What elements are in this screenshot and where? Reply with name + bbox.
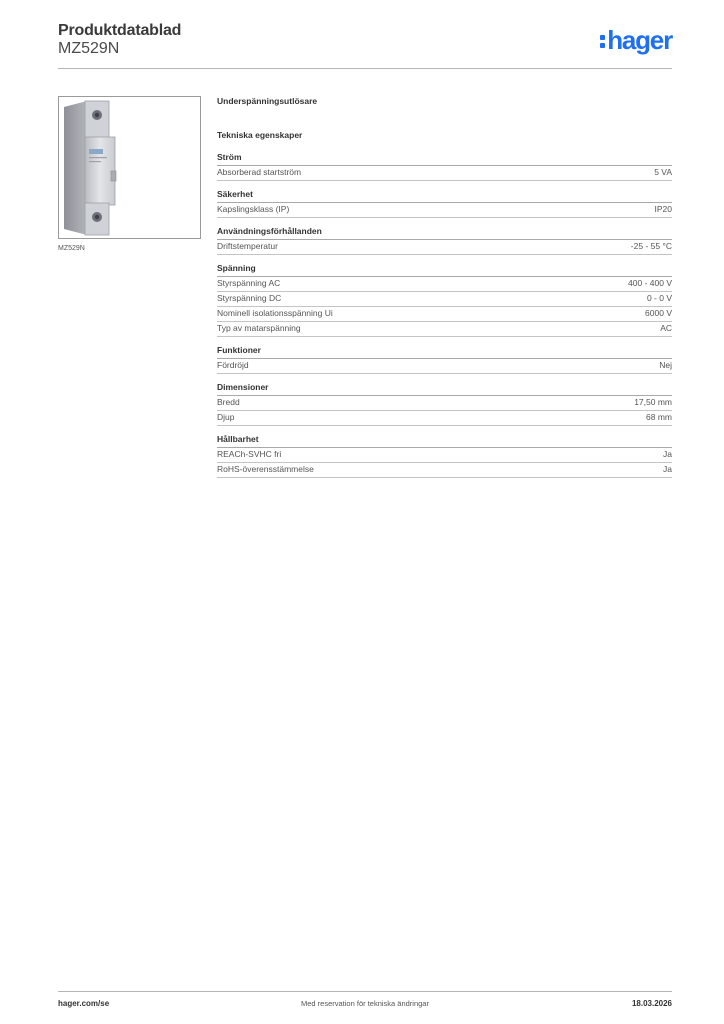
spec-row	[217, 292, 672, 307]
spec-value: -25 - 55 °C	[630, 241, 672, 251]
spec-value: Ja	[663, 449, 672, 459]
spec-row	[217, 396, 672, 411]
spec-value: IP20	[654, 204, 672, 214]
spec-group	[217, 189, 672, 218]
spec-row	[217, 277, 672, 292]
spec-row	[217, 448, 672, 463]
spec-row	[217, 166, 672, 181]
spec-label: Djup	[217, 412, 235, 422]
spec-value: 0 - 0 V	[646, 293, 672, 303]
spec-group	[217, 382, 672, 426]
spec-label: REACh-SVHC fri	[217, 449, 282, 459]
undervoltage-release-icon	[59, 97, 200, 238]
product-image	[58, 96, 201, 239]
spec-value: 5 VA	[654, 167, 672, 177]
spec-label: Nominell isolationsspänning Ui	[217, 308, 333, 318]
spec-groups	[217, 152, 672, 478]
spec-group-title: Funktioner	[217, 345, 672, 359]
spec-label: Absorberad startström	[217, 167, 302, 177]
spec-value: Ja	[663, 464, 672, 474]
spec-value: 6000 V	[645, 308, 672, 318]
image-caption: MZ529N	[58, 245, 85, 252]
spec-value: AC	[660, 323, 672, 333]
spec-row	[217, 463, 672, 478]
spec-value: 400 - 400 V	[628, 278, 672, 288]
spec-group	[217, 345, 672, 374]
specs-content	[217, 96, 672, 478]
logo-text: hager	[607, 25, 672, 55]
document-title: Produktdatablad	[58, 22, 182, 39]
specs-heading: Tekniska egenskaper	[217, 130, 303, 140]
footer-website: hager.com/se	[58, 999, 110, 1008]
spec-row	[217, 322, 672, 337]
footer-date: 18.03.2026	[631, 999, 672, 1008]
spec-label: Kapslingsklass (IP)	[217, 204, 290, 214]
logo-dots-icon	[600, 35, 605, 48]
spec-row	[217, 203, 672, 218]
spec-label: Styrspänning DC	[217, 293, 282, 303]
spec-group-title: Användningsförhållanden	[217, 226, 672, 240]
spec-group	[217, 226, 672, 255]
spec-group-title: Hållbarhet	[217, 434, 672, 448]
spec-group	[217, 152, 672, 181]
spec-label: Fördröjd	[217, 360, 249, 370]
footer-disclaimer: Med reservation för tekniska ändringar	[301, 999, 429, 1008]
page-header	[58, 20, 672, 69]
spec-row	[217, 240, 672, 255]
spec-label: Styrspänning AC	[217, 278, 281, 288]
spec-label: Typ av matarspänning	[217, 323, 301, 333]
hager-logo	[600, 25, 672, 55]
spec-value: 68 mm	[646, 412, 672, 422]
spec-group-title: Dimensioner	[217, 382, 672, 396]
spec-label: Bredd	[217, 397, 240, 407]
product-code: MZ529N	[58, 40, 120, 57]
spec-group-title: Ström	[217, 152, 672, 166]
spec-row	[217, 307, 672, 322]
spec-value: Nej	[659, 360, 672, 370]
spec-row	[217, 359, 672, 374]
spec-row	[217, 411, 672, 426]
product-name: Underspänningsutlösare	[217, 96, 318, 106]
spec-group	[217, 434, 672, 478]
spec-group-title: Säkerhet	[217, 189, 672, 203]
spec-group	[217, 263, 672, 337]
page-footer	[58, 991, 672, 1015]
spec-label: Driftstemperatur	[217, 241, 278, 251]
spec-label: RoHS-överensstämmelse	[217, 464, 314, 474]
spec-value: 17,50 mm	[634, 397, 672, 407]
spec-group-title: Spänning	[217, 263, 672, 277]
